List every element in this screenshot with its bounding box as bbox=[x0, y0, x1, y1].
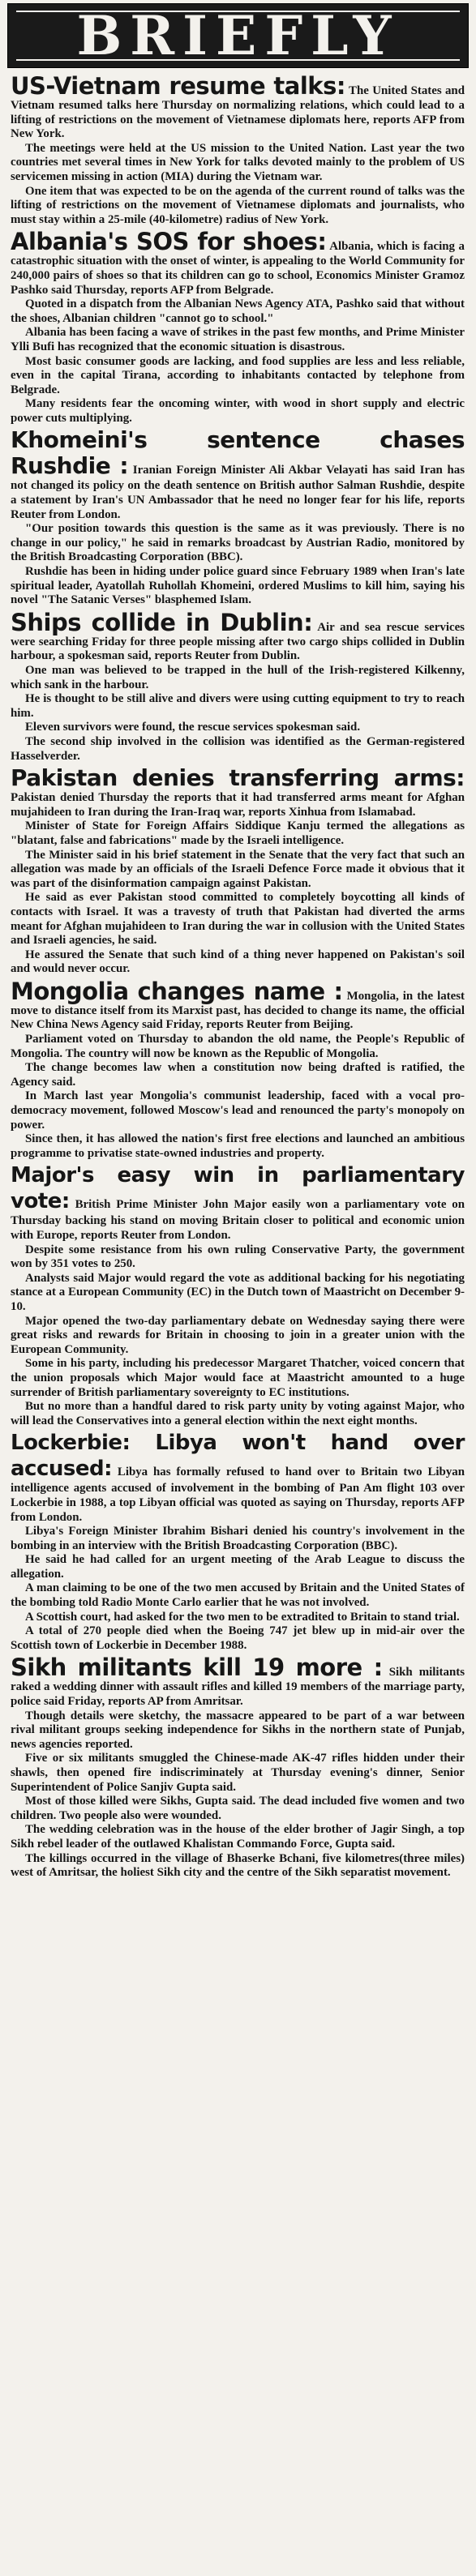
story-albania bbox=[11, 229, 465, 426]
paragraph: The wedding celebration was in the house of the elder brother of Jagir Singh, a top Sikh rebel leader of the outlawed Khalistan Commando Force, Gupta said. bbox=[11, 1823, 465, 1851]
paragraph: Libya's Foreign Minister Ibrahim Bishari denied his country's involvement in the bombing in an interview with the British Broadcasting Corporation (BBC). bbox=[11, 1525, 465, 1552]
story-lockerbie bbox=[11, 1430, 465, 1653]
story-lead bbox=[11, 610, 465, 664]
paragraph: Most of those killed were Sikhs, Gupta said. The dead included five women and two children. Two people also were wounded. bbox=[11, 1795, 465, 1822]
news-column bbox=[11, 73, 465, 1882]
paragraph: Though details were sketchy, the massacre appeared to be part of a war between rival militant groups seeking independence for Sikhs in the northern state of Punjab, news agencies reported. bbox=[11, 1709, 465, 1751]
paragraph: Five or six militants smuggled the Chinese-made AK-47 rifles hidden under their shawls, then opened fire indiscriminately at Thursday evening's dinner, Senior Superintendent of Police Sanjiv Gupta said. bbox=[11, 1752, 465, 1794]
paragraph: Despite some resistance from his own ruling Conservative Party, the government won by 351 votes to 250. bbox=[11, 1243, 465, 1271]
paragraph: The meetings were held at the US mission to the United Nation. Last year the two countries met several times in New York for talks devoted mainly to the problem of US servicemen missing in action (MIA) during the Vietnam war. bbox=[11, 141, 465, 183]
story-lead bbox=[11, 1162, 465, 1243]
paragraph: Since then, it has allowed the nation's first free elections and launched an ambitious programme to privatise state-owned industries and property. bbox=[11, 1132, 465, 1160]
headline: Ships collide in Dublin: bbox=[11, 608, 313, 636]
lead-text: Libya has formally refused to hand over to Britain two Libyan intelligence agents accused of involvement in the bombing of Pan Am flight 103 over Lockerbie in 1988, a top Libyan official was quoted as saying on Thursday, reports AFP from London. bbox=[11, 1466, 465, 1524]
paragraph: One item that was expected to be on the agenda of the current round of talks was the lifting of restrictions on the movement of Vietnamese diplomats and journalists, who must stay within a 25-mile (40-kilometre) radius of New York. bbox=[11, 184, 465, 226]
headline: Khomeini's sentence chases Rushdie : bbox=[11, 426, 465, 480]
story-major-vote bbox=[11, 1162, 465, 1428]
paragraph: Some in his party, including his predecessor Margaret Thatcher, voiced concern that the union proposals which Major would face at Maastricht amounted to a huge surrender of British parliamentary sovereignty to EC institutions. bbox=[11, 1357, 465, 1399]
headline: Sikh militants kill 19 more : bbox=[11, 1654, 383, 1682]
paragraph: Quoted in a dispatch from the Albanian News Agency ATA, Pashko said that without the shoes, Albanian children "cannot go to school." bbox=[11, 297, 465, 325]
headline: Lockerbie: Libya won't hand over accused: bbox=[11, 1431, 465, 1482]
paragraph: In March last year Mongolia's communist leadership, faced with a vocal pro-democracy movement, followed Moscow's lead and renounced the party's monopoly on power. bbox=[11, 1089, 465, 1132]
lead-text: Sikh militants raked a wedding dinner with assault rifles and killed 19 members of the marriage party, police said Friday, reports AP from Amritsar. bbox=[11, 1666, 465, 1709]
paragraph: The second ship involved in the collision was identified as the German-registered Hasselverder. bbox=[11, 734, 465, 763]
story-lead bbox=[11, 1430, 465, 1525]
masthead bbox=[7, 3, 469, 68]
headline: Albania's SOS for shoes: bbox=[11, 228, 327, 256]
story-dublin bbox=[11, 610, 465, 764]
paragraph: Minister of State for Foreign Affairs Siddique Kanju termed the allegations as "blatant, false and fabrications" made by the Israeli intelligence. bbox=[11, 819, 465, 847]
paragraph: He assured the Senate that such kind of a thing never happened on Pakistan's soil and would never occur. bbox=[11, 948, 465, 976]
paragraph: Eleven survivors were found, the rescue services spokesman said. bbox=[25, 721, 361, 734]
story-pakistan bbox=[11, 765, 465, 977]
masthead-title: BRIEFLY bbox=[76, 4, 400, 67]
headline: Mongolia changes name : bbox=[11, 977, 343, 1005]
story-lead bbox=[11, 765, 465, 819]
paragraph: Many residents fear the oncoming winter, with wood in short supply and electric power cuts multiplying. bbox=[11, 397, 465, 425]
headline: Pakistan denies transferring arms: bbox=[11, 764, 465, 792]
story-lead bbox=[11, 978, 465, 1033]
story-lead bbox=[11, 427, 465, 522]
paragraph: Analysts said Major would regard the vote as additional backing for his negotiating stance at a European Community (EC) in the Dutch town of Maastricht on December 9-10. bbox=[11, 1271, 465, 1313]
story-us-vietnam bbox=[11, 73, 465, 227]
paragraph: Albania has been facing a wave of strikes in the past few months, and Prime Minister Ylli Bufi has recognized that the economic situation is disastrous. bbox=[11, 326, 465, 353]
paragraph: The Minister said in his brief statement in the Senate that the very fact that such an allegation was made by an officials of the Israeli Defence Force made it obvious that it was part of the disinformation campaign against Pakistan. bbox=[11, 848, 465, 890]
paragraph: A man claiming to be one of the two men accused by Britain and the United States of the bombing told Radio Monte Carlo earlier that he was not involved. bbox=[11, 1581, 465, 1610]
lead-text: Iranian Foreign Minister Ali Akbar Velayati has said Iran has not changed its policy on the death sentence on British author Salman Rushdie, despite a statement by Iran's UN Ambassador that he need no longer fear for his life, reports Reuter from London. bbox=[11, 464, 465, 521]
paragraph: Parliament voted on Thursday to abandon the old name, the People's Republic of Mongolia. The country will now be known as the Republic of Mongolia. bbox=[11, 1033, 465, 1060]
paragraph: But no more than a handful dared to risk party unity by voting against Major, who will lead the Conservatives into a general election within the next eight months. bbox=[11, 1400, 465, 1427]
paragraph: Rushdie has been in hiding under police guard since February 1989 when Iran's late spiritual leader, Ayatollah Ruhollah Khomeini, ordered Muslims to kill him, saying his novel "The Satanic Verses" blasphemed Islam. bbox=[11, 565, 465, 607]
paragraph: A Scottish court, had asked for the two men to be extradited to Britain to stand trial. bbox=[25, 1610, 460, 1624]
paragraph: He is thought to be still alive and divers were using cutting equipment to try to reach him. bbox=[11, 692, 465, 720]
headline: US-Vietnam resume talks: bbox=[11, 72, 345, 100]
headline: Major's easy win in parliamentary vote: bbox=[11, 1163, 465, 1214]
story-lead bbox=[11, 229, 465, 297]
paragraph: The change becomes law when a constitution now being drafted is ratified, the Agency said. bbox=[11, 1061, 465, 1089]
lead-text: British Prime Minister John Major easily won a parliamentary vote on Thursday backing his stand on moving Britain closer to political and economic union with Europe, reports Reuter from London. bbox=[11, 1198, 465, 1242]
paragraph: He said he had called for an urgent meeting of the Arab League to discuss the allegation. bbox=[11, 1553, 465, 1581]
paragraph: One man was believed to be trapped in the hull of the Irish-registered Kilkenny, which sank in the harbour. bbox=[11, 664, 465, 691]
lead-text: Pakistan denied Thursday the reports that it had transferred arms meant for Afghan mujahideen to Iran during the Iran-Iraq war, reports Xinhua from Islamabad. bbox=[11, 791, 465, 819]
paragraph: The killings occurred in the village of Bhaserke Bchani, five kilometres(three miles) west of Amritsar, the holiest Sikh city and the centre of the Sikh separatist movement. bbox=[11, 1851, 465, 1880]
paragraph: A total of 270 people died when the Boeing 747 jet blew up in mid-air over the Scottish town of Lockerbie in December 1988. bbox=[11, 1624, 465, 1652]
paragraph: Major opened the two-day parliamentary debate on Wednesday saying there were great risks and rewards for Britain in choosing to join in a greater union with the European Community. bbox=[11, 1314, 465, 1356]
story-lead bbox=[11, 1654, 465, 1709]
paragraph: "Our position towards this question is the same as it was previously. There is no change in our policy," he said in remarks broadcast by Austrian Radio, monitored by the British Broadcasting Corporation (BBC). bbox=[11, 522, 465, 564]
lead-text: The United States and Vietnam resumed talks here Thursday on normalizing relations, which could lead to a lifting of restrictions on the movement of Vietnamese diplomats here, reports AFP from New York. bbox=[11, 84, 465, 141]
lead-text: Mongolia, in the latest move to distance itself from its Marxist past, has decided to change its name, the official New China News Agency said Friday, reports Reuter from Beijing. bbox=[11, 989, 465, 1032]
lead-text: Air and sea rescue services were searching Friday for three people missing after two cargo ships collided in Dublin harbour, a spokesman said, reports Reuter from Dublin. bbox=[11, 620, 465, 663]
story-sikh-militants bbox=[11, 1654, 465, 1880]
lead-text: Albania, which is facing a catastrophic situation with the onset of winter, is appealing to the World Community for 240,000 pairs of shoes so that its children can go to school, Economics Minister Gramoz Pashko said Thursday, reports AFP from Belgrade. bbox=[11, 240, 465, 297]
story-rushdie bbox=[11, 427, 465, 607]
paragraph: He said as ever Pakistan stood committed to completely boycotting all kinds of contacts with Israel. It was a travesty of truth that Pakistan had diverted the arms meant for Afghan mujahideen to Iran during the war in collusion with the United States and Israeli agencies, he said. bbox=[11, 891, 465, 948]
story-lead bbox=[11, 73, 465, 142]
paragraph: Most basic consumer goods are lacking, and food supplies are less and less reliable, even in the capital Tirana, according to inhabitants contacted by telephone from Belgrade. bbox=[11, 354, 465, 396]
story-mongolia bbox=[11, 978, 465, 1162]
